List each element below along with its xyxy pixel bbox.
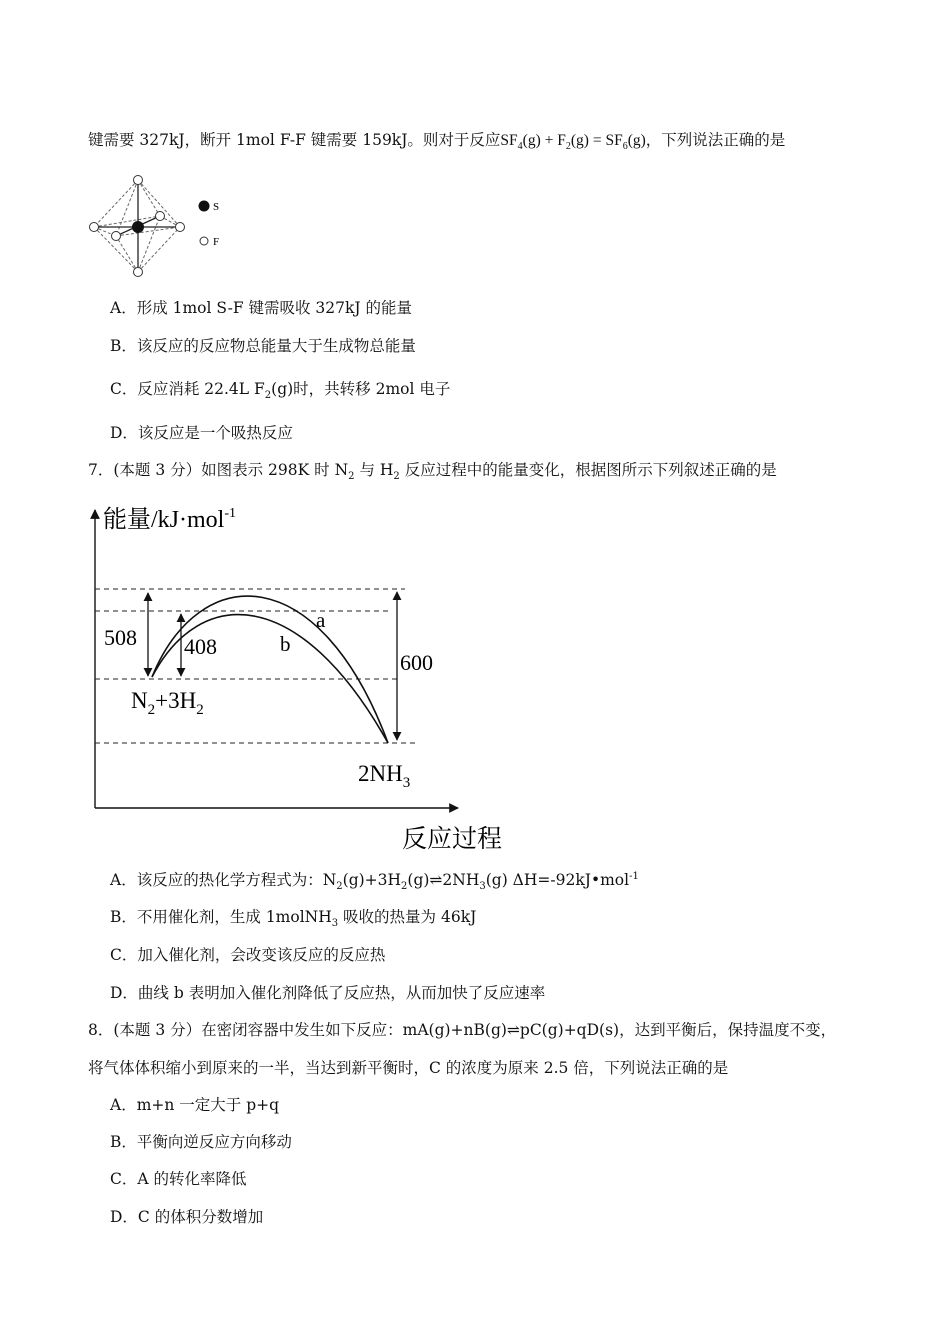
legend-f-label: F: [213, 236, 220, 248]
value-508-label: 508: [104, 625, 137, 650]
q7-option-a: A．该反应的热化学方程式为：$N_2(g)+3H_2(g)\rightleftharpoons 2NH_3(g)$ ΔH=-92kJ•mol$^{-1}$: [110, 870, 639, 893]
q8-option-b: B．平衡向逆反应方向移动: [110, 1133, 292, 1151]
q8-option-c: C．A 的转化率降低: [110, 1170, 247, 1188]
q8-stem-line1: 8．(本题 3 分）在密闭容器中发生如下反应：mA(g)+nB(g)⇌pC(g)+qD(s)，达到平衡后，保持温度不变，: [88, 1021, 837, 1039]
value-600-label: 600: [400, 650, 433, 675]
q6-option-d: D．该反应是一个吸热反应: [110, 424, 293, 442]
q6-option-b: B．该反应的反应物总能量大于生成物总能量: [110, 337, 416, 355]
x-axis-label: 反应过程: [402, 826, 503, 853]
q6-equation: $SF_4(g) + F_2(g) = SF_6(g)$: [500, 132, 646, 153]
q8-stem-line2: 将气体体积缩小到原来的一半，当达到新平衡时，C 的浓度为原来 2.5 倍，下列说法正确的是: [88, 1059, 729, 1077]
q8-option-d: D．C 的体积分数增加: [110, 1208, 264, 1226]
value-408-label: 408: [184, 634, 217, 659]
curve-b-label: b: [280, 632, 291, 656]
q7-option-d: D．曲线 b 表明加入催化剂降低了反应热，从而加快了反应速率: [110, 984, 546, 1002]
y-axis-label: 能量/kJ·mol$^{-1}$: [103, 506, 237, 533]
curve-a: [152, 596, 388, 743]
q6-option-a: A．形成 1mol S-F 键需吸收 327kJ 的能量: [110, 299, 413, 317]
curve-a-label: a: [316, 608, 326, 632]
q6-intro-text: 键需要 327kJ，断开 1mol F-F 键需要 159kJ。则对于反应: [88, 131, 501, 149]
reactant-label: $N_2+3H_2$: [131, 688, 204, 718]
legend-s-label: S: [213, 201, 220, 213]
q7-stem: 7．(本题 3 分）如图表示 298K 时 $N_2$ 与 $H_2$ 反应过程中的能量变化，根据图所示下列叙述正确的是: [88, 461, 777, 483]
q8-option-a: A．m+n 一定大于 p+q: [110, 1096, 280, 1114]
product-label: $2NH_3$: [358, 761, 411, 791]
q7-option-b: B．不用催化剂，生成 1molNH$_3$ 吸收的热量为 46kJ: [110, 908, 477, 930]
q7-option-c: C．加入催化剂，会改变该反应的反应热: [110, 946, 386, 964]
q6-option-c: C．反应消耗 22.4L $F_2(g)$时，共转移 2mol 电子: [110, 380, 451, 402]
q6-intro-tail: ，下列说法正确的是: [645, 131, 786, 149]
